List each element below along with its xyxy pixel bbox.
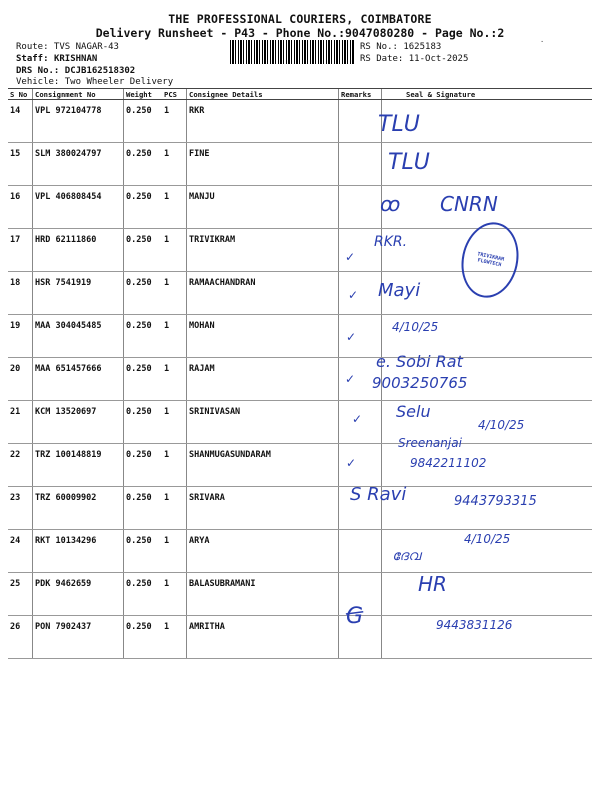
col-sno: S No — [8, 89, 33, 100]
row-pcs: 1 — [162, 573, 187, 616]
row-weight: 0.250 — [124, 315, 163, 358]
row-consignee: ARYA — [187, 530, 339, 573]
drs-number: DCJB162518302 — [64, 66, 136, 76]
row-weight: 0.250 — [124, 401, 163, 444]
signature-row21-date: 4/10/25 — [478, 418, 525, 432]
table-row — [8, 358, 592, 401]
signature-row16: CNRN — [440, 192, 498, 216]
row-consignment-no: RKT 10134296 — [33, 530, 124, 573]
row-consignment-no: VPL 406808454 — [33, 186, 124, 229]
row-consignee: RAMAACHANDRAN — [187, 272, 339, 315]
table-row — [8, 186, 592, 229]
rs-date: RS Date: 11-Oct-2025 — [360, 54, 469, 64]
staff-label: Staff: — [16, 54, 54, 64]
signature-row20-name: e. Sobi Rat — [376, 352, 463, 371]
signature-row26-mark: Ꞡ — [346, 604, 364, 629]
row-weight: 0.250 — [124, 487, 163, 530]
row-consignee: MOHAN — [187, 315, 339, 358]
row-consignment-no: SLM 380024797 — [33, 143, 124, 186]
corner-mark: · — [540, 38, 545, 46]
remark-mark-row22: ✓ — [346, 456, 357, 470]
table-row — [8, 573, 592, 616]
table-row — [8, 143, 592, 186]
row-remarks — [339, 100, 382, 143]
row-remarks — [339, 444, 382, 487]
row-remarks — [339, 272, 382, 315]
row-remarks — [339, 186, 382, 229]
vehicle-text: Vehicle: Two Wheeler Delivery — [16, 77, 174, 87]
remark-mark-row21: ✓ — [352, 412, 363, 426]
row-consignee: RKR — [187, 100, 339, 143]
row-sno: 24 — [8, 530, 33, 573]
row-weight: 0.250 — [124, 573, 163, 616]
row-pcs: 1 — [162, 315, 187, 358]
row-pcs: 1 — [162, 444, 187, 487]
col-remarks: Remarks — [339, 89, 382, 100]
row-pcs: 1 — [162, 487, 187, 530]
remark-mark-row17: ✓ — [345, 250, 356, 264]
row-sno: 22 — [8, 444, 33, 487]
row-weight: 0.250 — [124, 186, 163, 229]
row-weight: 0.250 — [124, 444, 163, 487]
signature-row17: RKR. — [374, 234, 408, 250]
runsheet-table — [8, 88, 592, 659]
signature-row24: ദേവ — [392, 548, 421, 564]
remark-mark-row20: ✓ — [345, 372, 356, 386]
row-pcs: 1 — [162, 616, 187, 659]
remark-mark-row19: ✓ — [346, 330, 357, 344]
signature-row15: TLU — [388, 150, 430, 175]
company-title: THE PROFESSIONAL COURIERS, COIMBATORE — [168, 12, 432, 26]
row-consignment-no: KCM 13520697 — [33, 401, 124, 444]
row-consignee: FINE — [187, 143, 339, 186]
signature-row25: HR — [418, 572, 447, 596]
row-pcs: 1 — [162, 186, 187, 229]
row-pcs: 1 — [162, 358, 187, 401]
row-pcs: 1 — [162, 143, 187, 186]
row-pcs: 1 — [162, 229, 187, 272]
row-consignee: SHANMUGASUNDARAM — [187, 444, 339, 487]
runsheet-title: Delivery Runsheet - P43 - Phone No.:9047080280 - Page No.:2 — [95, 26, 505, 40]
staff-line — [16, 53, 97, 65]
table-row — [8, 315, 592, 358]
row-sno: 16 — [8, 186, 33, 229]
row-pcs: 1 — [162, 401, 187, 444]
row-weight: 0.250 — [124, 616, 163, 659]
drs-label: DRS No.: — [16, 66, 65, 76]
signature-row18: Mayi — [378, 280, 421, 301]
remark-mark-row18: ✓ — [348, 288, 359, 302]
col-consignee: Consignee Details — [187, 89, 339, 100]
row-weight: 0.250 — [124, 143, 163, 186]
row-sno: 17 — [8, 229, 33, 272]
staff-name: KRISHNAN — [53, 54, 98, 64]
row-weight: 0.250 — [124, 358, 163, 401]
row-consignment-no: HSR 7541919 — [33, 272, 124, 315]
row-seal-signature — [382, 573, 593, 616]
row-consignee: SRINIVASAN — [187, 401, 339, 444]
col-consignment: Consignment No — [33, 89, 124, 100]
row-sno: 18 — [8, 272, 33, 315]
row-consignment-no: PDK 9462659 — [33, 573, 124, 616]
stamp-text: TRIVIKRAM FLOWTECH — [476, 251, 505, 269]
row-weight: 0.250 — [124, 100, 163, 143]
row-sno: 19 — [8, 315, 33, 358]
route-text: Route: TVS NAGAR-43 — [16, 42, 119, 52]
table-row — [8, 444, 592, 487]
row-consignment-no: VPL 972104778 — [33, 100, 124, 143]
row-pcs: 1 — [162, 100, 187, 143]
row-consignee: RAJAM — [187, 358, 339, 401]
row-sno: 15 — [8, 143, 33, 186]
signature-row19: 4/10/25 — [392, 320, 439, 334]
row-consignment-no: PON 7902437 — [33, 616, 124, 659]
row-consignee: BALASUBRAMANI — [187, 573, 339, 616]
row-pcs: 1 — [162, 272, 187, 315]
signature-row20-phone: 9003250765 — [372, 374, 468, 392]
row-weight: 0.250 — [124, 229, 163, 272]
row-weight: 0.250 — [124, 272, 163, 315]
row-consignment-no: MAA 304045485 — [33, 315, 124, 358]
row-sno: 14 — [8, 100, 33, 143]
table-row — [8, 100, 592, 143]
row-consignee: AMRITHA — [187, 616, 339, 659]
col-seal: Seal & Signature — [382, 89, 593, 100]
row-remarks — [339, 530, 382, 573]
row-consignee: SRIVARA — [187, 487, 339, 530]
signature-row26-phone: 9443831126 — [436, 618, 513, 632]
signature-row16-scribble: ꝏ — [380, 192, 401, 216]
signature-row24-date: 4/10/25 — [464, 532, 511, 546]
row-remarks — [339, 143, 382, 186]
row-sno: 23 — [8, 487, 33, 530]
col-weight: Weight — [124, 89, 163, 100]
row-pcs: 1 — [162, 530, 187, 573]
row-weight: 0.250 — [124, 530, 163, 573]
rs-number: RS No.: 1625183 — [360, 42, 442, 52]
signature-row22-phone: 9842211102 — [410, 456, 487, 470]
row-sno: 25 — [8, 573, 33, 616]
row-consignment-no: TRZ 100148819 — [33, 444, 124, 487]
signature-row21-name: Selu — [396, 402, 431, 421]
row-sno: 20 — [8, 358, 33, 401]
row-consignment-no: HRD 62111860 — [33, 229, 124, 272]
signature-row23-phone: 9443793315 — [454, 494, 537, 509]
signature-row14: TLU — [378, 112, 420, 137]
row-sno: 26 — [8, 616, 33, 659]
row-sno: 21 — [8, 401, 33, 444]
col-pcs: PCS — [162, 89, 187, 100]
row-consignee: TRIVIKRAM — [187, 229, 339, 272]
table-header-row — [8, 89, 592, 100]
signature-row23-name: S Ravi — [350, 484, 407, 505]
row-consignment-no: TRZ 60009902 — [33, 487, 124, 530]
barcode — [230, 40, 355, 64]
row-consignee: MANJU — [187, 186, 339, 229]
signature-row22-name: Sreenanjai — [398, 436, 462, 450]
row-consignment-no: MAA 651457666 — [33, 358, 124, 401]
